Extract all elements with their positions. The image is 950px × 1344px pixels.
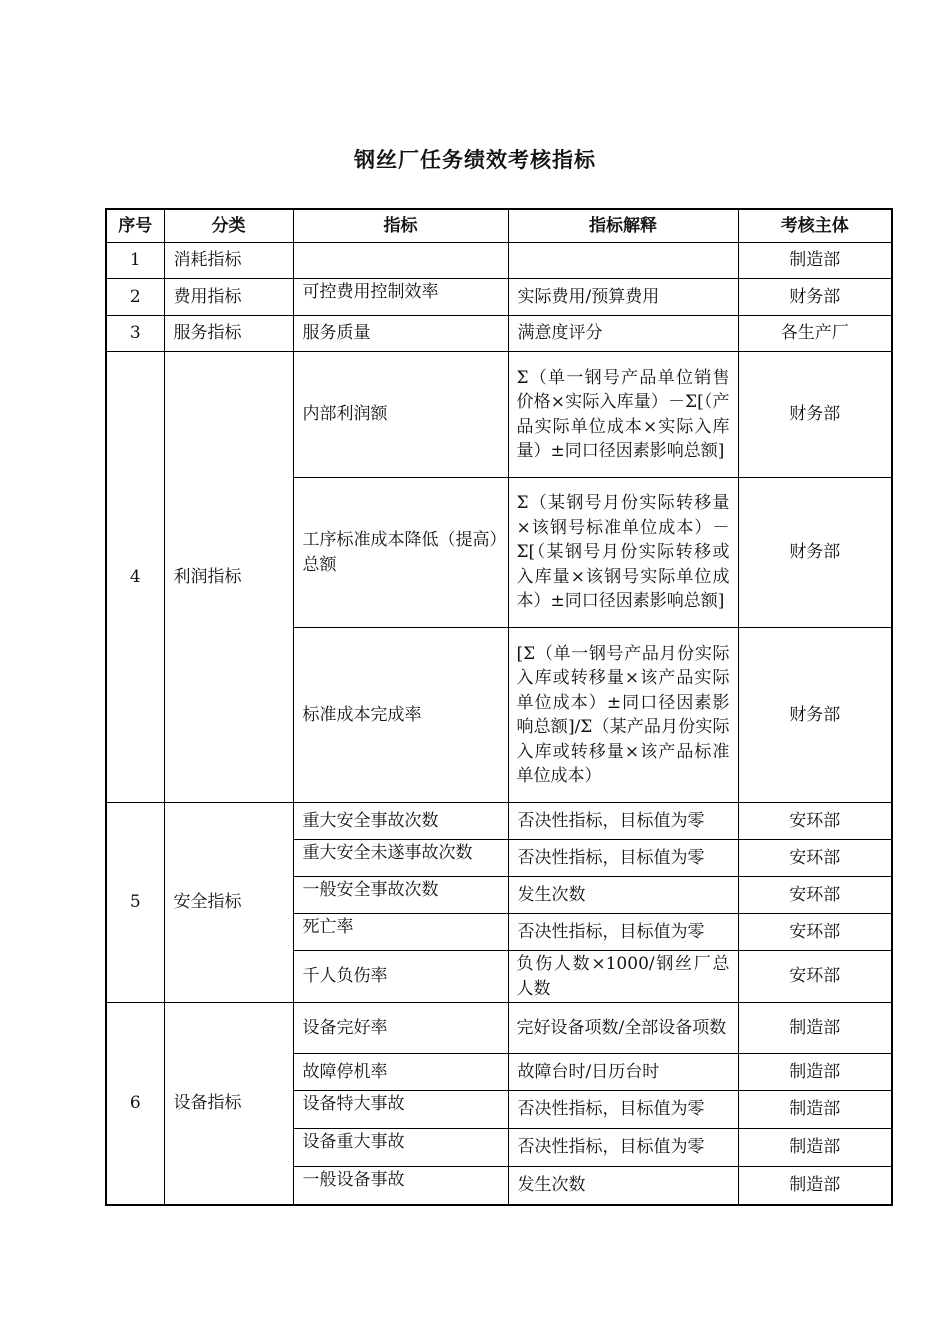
row-interpretation: 实际费用/预算费用 — [508, 279, 738, 316]
row-seq: 4 — [106, 352, 164, 803]
row-indicator: 设备特大事故 — [293, 1091, 508, 1129]
row-indicator: 内部利润额 — [293, 352, 508, 478]
table-row — [106, 243, 892, 279]
row-body: 各生产厂 — [738, 316, 892, 352]
row-interpretation: Σ（某钢号月份实际转移量×该钢号标准单位成本）－Σ[（某钢号月份实际转移或入库量×该钢号实际单位成本）±同口径因素影响总额] — [508, 478, 738, 628]
row-interpretation: 满意度评分 — [508, 316, 738, 352]
row-interpretation: 否决性指标，目标值为零 — [508, 1129, 738, 1167]
row-interpretation: [Σ（单一钢号产品月份实际入库或转移量×该产品实际单位成本）±同口径因素影响总额]/Σ（某产品月份实际入库或转移量×该产品标准单位成本） — [508, 628, 738, 803]
row-seq: 5 — [106, 803, 164, 1003]
row-body: 制造部 — [738, 1091, 892, 1129]
table-row — [106, 352, 892, 478]
row-category: 消耗指标 — [164, 243, 293, 279]
row-body: 制造部 — [738, 1167, 892, 1205]
row-body: 制造部 — [738, 243, 892, 279]
row-interpretation: 否决性指标，目标值为零 — [508, 840, 738, 877]
kpi-table — [105, 208, 893, 1206]
row-indicator: 一般安全事故次数 — [293, 877, 508, 914]
row-seq: 1 — [106, 243, 164, 279]
row-indicator: 故障停机率 — [293, 1054, 508, 1091]
header-category: 分类 — [164, 209, 293, 243]
row-category: 费用指标 — [164, 279, 293, 316]
row-body: 制造部 — [738, 1129, 892, 1167]
row-seq: 3 — [106, 316, 164, 352]
row-body: 制造部 — [738, 1003, 892, 1054]
row-interpretation: 完好设备项数/全部设备项数 — [508, 1003, 738, 1054]
row-indicator: 千人负伤率 — [293, 951, 508, 1003]
row-seq: 2 — [106, 279, 164, 316]
row-body: 安环部 — [738, 951, 892, 1003]
row-interpretation: 发生次数 — [508, 1167, 738, 1205]
row-body: 财务部 — [738, 352, 892, 478]
row-category: 利润指标 — [164, 352, 293, 803]
row-body: 安环部 — [738, 914, 892, 951]
header-indicator: 指标 — [293, 209, 508, 243]
row-category: 设备指标 — [164, 1003, 293, 1205]
row-body: 财务部 — [738, 628, 892, 803]
row-indicator: 设备重大事故 — [293, 1129, 508, 1167]
table-row — [106, 803, 892, 840]
table-row — [106, 316, 892, 352]
row-body: 制造部 — [738, 1054, 892, 1091]
row-interpretation: 负伤人数×1000/钢丝厂总人数 — [508, 951, 738, 1003]
row-body: 安环部 — [738, 803, 892, 840]
row-body: 财务部 — [738, 478, 892, 628]
row-indicator: 一般设备事故 — [293, 1167, 508, 1205]
row-indicator: 可控费用控制效率 — [293, 279, 508, 316]
row-interpretation: 发生次数 — [508, 877, 738, 914]
row-indicator: 重大安全未遂事故次数 — [293, 840, 508, 877]
row-interpretation: 否决性指标，目标值为零 — [508, 803, 738, 840]
row-indicator: 设备完好率 — [293, 1003, 508, 1054]
row-interpretation — [508, 243, 738, 279]
row-interpretation: 否决性指标，目标值为零 — [508, 1091, 738, 1129]
header-body: 考核主体 — [738, 209, 892, 243]
header-seq: 序号 — [106, 209, 164, 243]
row-interpretation: Σ（单一钢号产品单位销售价格×实际入库量）－Σ[（产品实际单位成本×实际入库量）±同口径因素影响总额] — [508, 352, 738, 478]
row-body: 安环部 — [738, 877, 892, 914]
row-indicator: 死亡率 — [293, 914, 508, 951]
row-seq: 6 — [106, 1003, 164, 1205]
row-indicator: 工序标准成本降低（提高）总额 — [293, 478, 508, 628]
header-interpretation: 指标解释 — [508, 209, 738, 243]
row-indicator: 服务质量 — [293, 316, 508, 352]
row-interpretation: 故障台时/日历台时 — [508, 1054, 738, 1091]
table-row — [106, 279, 892, 316]
row-indicator: 标准成本完成率 — [293, 628, 508, 803]
row-indicator — [293, 243, 508, 279]
row-body: 财务部 — [738, 279, 892, 316]
row-category: 安全指标 — [164, 803, 293, 1003]
row-interpretation: 否决性指标，目标值为零 — [508, 914, 738, 951]
row-indicator: 重大安全事故次数 — [293, 803, 508, 840]
table-header-row — [106, 209, 892, 243]
row-category: 服务指标 — [164, 316, 293, 352]
table-row — [106, 1003, 892, 1054]
row-body: 安环部 — [738, 840, 892, 877]
page-title: 钢丝厂任务绩效考核指标 — [354, 147, 596, 172]
